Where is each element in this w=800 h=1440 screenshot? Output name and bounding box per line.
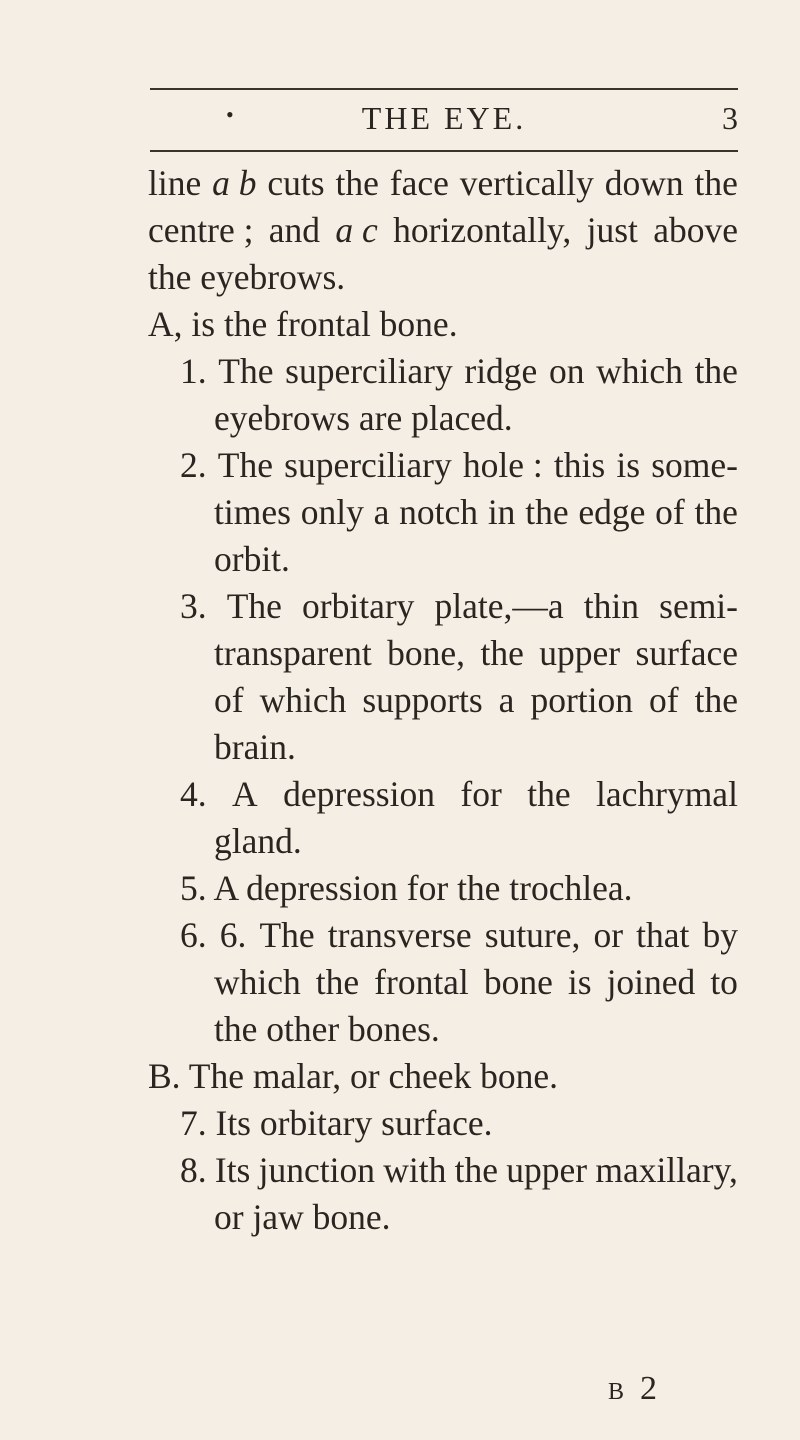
- word: 4.: [180, 774, 207, 814]
- text-line: 7. Its orbitary surface.: [180, 1103, 493, 1143]
- word: transparent: [214, 633, 372, 673]
- word: The: [259, 915, 315, 955]
- word: the: [694, 680, 738, 720]
- word: supports: [362, 680, 483, 720]
- word: of: [649, 680, 679, 720]
- word: and: [268, 210, 321, 250]
- word: edge: [578, 492, 646, 532]
- word: junction: [258, 1150, 375, 1190]
- text-line: [214, 630, 738, 677]
- text-line: orbit.: [214, 539, 290, 579]
- word: only: [300, 492, 364, 532]
- word: just: [586, 210, 638, 250]
- word: the: [694, 492, 738, 532]
- text-line: brain.: [214, 727, 296, 767]
- word: which: [214, 962, 301, 1002]
- word: suture,: [484, 915, 581, 955]
- word: The: [226, 586, 282, 626]
- word: this: [553, 445, 606, 485]
- word: maxillary,: [595, 1150, 738, 1190]
- word: is: [567, 962, 592, 1002]
- word: of: [655, 492, 685, 532]
- word: the: [527, 774, 571, 814]
- word: depression: [283, 774, 435, 814]
- word: portion: [530, 680, 633, 720]
- word: notch: [399, 492, 479, 532]
- word: thin: [583, 586, 640, 626]
- word: lachrymal: [596, 774, 738, 814]
- word: A: [232, 774, 258, 814]
- word: the: [694, 163, 738, 203]
- word: the: [335, 163, 379, 203]
- word: surface: [635, 633, 738, 673]
- word: 8.: [180, 1150, 207, 1190]
- text-line: [148, 160, 738, 207]
- signature-letter: B: [608, 1379, 625, 1405]
- word: a b: [212, 163, 257, 203]
- word: Its: [214, 1150, 251, 1190]
- text-line: [214, 489, 738, 536]
- word: semi-: [659, 586, 738, 626]
- text-line: [180, 348, 738, 395]
- text-line: [180, 912, 738, 959]
- word: 6.: [180, 915, 207, 955]
- text-line: [180, 583, 738, 630]
- word: face: [389, 163, 449, 203]
- text-line: [214, 959, 738, 1006]
- word: superciliary: [284, 445, 452, 485]
- word: line: [148, 163, 202, 203]
- running-header: [150, 100, 738, 144]
- word: a: [498, 680, 515, 720]
- word: The: [217, 445, 273, 485]
- word: 1.: [180, 351, 207, 391]
- header-rule-top: [150, 88, 738, 90]
- word: in: [487, 492, 516, 532]
- header-rule-bottom: [150, 150, 738, 152]
- word: 6.: [219, 915, 247, 955]
- text-line: the other bones.: [214, 1009, 440, 1049]
- page-number: 3: [722, 100, 738, 136]
- text-line: [180, 442, 738, 489]
- word: on: [548, 351, 585, 391]
- word: upper: [506, 1150, 588, 1190]
- text-line: A, is the frontal bone.: [148, 304, 458, 344]
- word: which: [259, 680, 347, 720]
- word: bone: [483, 962, 553, 1002]
- signature-number: 2: [640, 1370, 662, 1407]
- text-line: [214, 677, 738, 724]
- word: superciliary: [285, 351, 453, 391]
- word: transverse: [327, 915, 472, 955]
- word: 3.: [180, 586, 207, 626]
- word: upper: [539, 633, 621, 673]
- header-bullet: •: [226, 102, 237, 127]
- word: that: [636, 915, 690, 955]
- word: joined: [606, 962, 696, 1002]
- text-line: 5. A depression for the trochlea.: [180, 868, 633, 908]
- word: centre ;: [148, 210, 254, 250]
- word: bone,: [387, 633, 466, 673]
- word: 2.: [180, 445, 207, 485]
- word: with: [383, 1150, 447, 1190]
- word: plate,—a: [434, 586, 564, 626]
- word: frontal: [374, 962, 469, 1002]
- word: a: [373, 492, 390, 532]
- word: the: [480, 633, 524, 673]
- word: to: [710, 962, 738, 1002]
- word: vertically: [459, 163, 594, 203]
- text-line: eyebrows are placed.: [214, 398, 513, 438]
- word: The: [218, 351, 274, 391]
- word: ridge: [464, 351, 538, 391]
- text-line: [180, 1147, 738, 1194]
- word: a c: [335, 210, 378, 250]
- word: of: [214, 680, 244, 720]
- word: is: [616, 445, 641, 485]
- word: by: [702, 915, 738, 955]
- word: orbitary: [302, 586, 415, 626]
- word: for: [460, 774, 502, 814]
- word: the: [525, 492, 569, 532]
- word: the: [694, 351, 738, 391]
- text-line: or jaw bone.: [214, 1197, 391, 1237]
- word: down: [604, 163, 684, 203]
- text-line: B. The malar, or cheek bone.: [148, 1056, 558, 1096]
- running-title: THE EYE.: [361, 100, 527, 136]
- text-line: [180, 771, 738, 818]
- word: times: [214, 492, 291, 532]
- signature-mark: [608, 1370, 661, 1408]
- word: which: [596, 351, 683, 391]
- word: cuts: [267, 163, 325, 203]
- word: above: [653, 210, 738, 250]
- word: hole :: [462, 445, 543, 485]
- word: the: [454, 1150, 498, 1190]
- text-line: [148, 207, 738, 254]
- word: the: [315, 962, 360, 1002]
- word: some-: [651, 445, 738, 485]
- word: horizontally,: [393, 210, 572, 250]
- text-line: gland.: [214, 821, 302, 861]
- word: or: [593, 915, 624, 955]
- text-line: the eyebrows.: [148, 257, 346, 297]
